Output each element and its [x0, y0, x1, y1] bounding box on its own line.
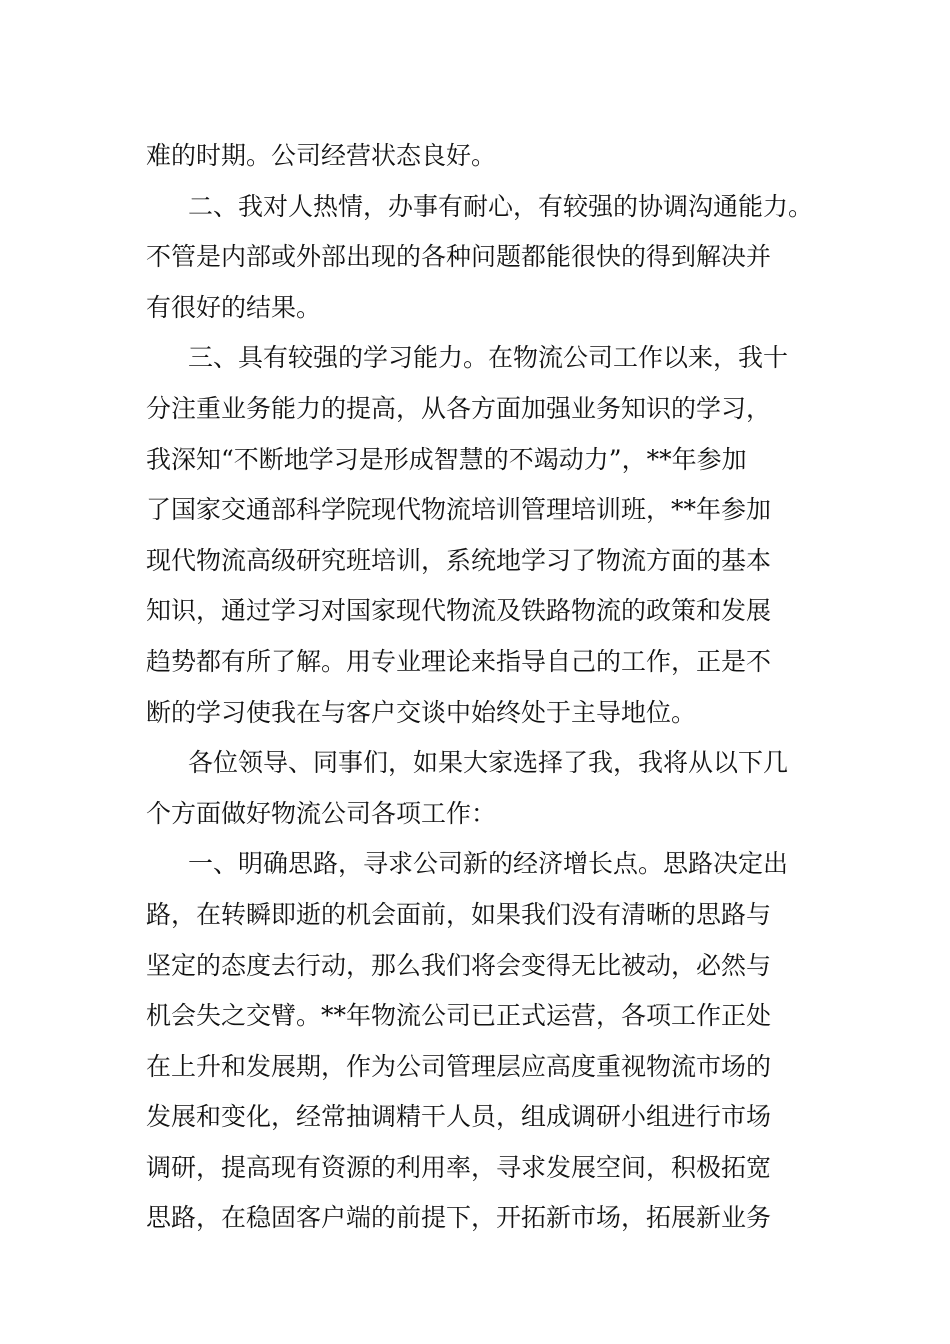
- text-line: 个方面做好物流公司各项工作：: [146, 798, 497, 828]
- text-line: 坚定的态度去行动，那么我们将会变得无比被动，必然与: [146, 950, 772, 980]
- text-line: 我深知“不断地学习是形成智慧的不竭动力”，**年参加: [146, 444, 747, 474]
- text-line: 有很好的结果。: [146, 292, 322, 322]
- text-line: 路，在转瞬即逝的机会面前，如果我们没有清晰的思路与: [146, 899, 772, 929]
- text-line: 一、明确思路，寻求公司新的经济增长点。思路决定出: [188, 849, 789, 879]
- text-line: 难的时期。公司经营状态良好。: [146, 141, 497, 170]
- text-line: 现代物流高级研究班培训，系统地学习了物流方面的基本: [146, 545, 772, 575]
- text-line: 不管是内部或外部出现的各种问题都能很快的得到解决并: [146, 242, 772, 272]
- text-line: 各位领导、同事们，如果大家选择了我，我将从以下几: [188, 748, 789, 778]
- document-body: [146, 131, 816, 1244]
- text-line: 了国家交通部科学院现代物流培训管理培训班，**年参加: [146, 495, 772, 525]
- text-line: 调研，提高现有资源的利用率，寻求发展空间，积极拓宽: [146, 1152, 772, 1182]
- text-line: 三、具有较强的学习能力。在物流公司工作以来，我十: [188, 343, 789, 373]
- text-line: 知识，通过学习对国家现代物流及铁路物流的政策和发展: [146, 596, 772, 626]
- text-line: 发展和变化，经常抽调精干人员，组成调研小组进行市场: [146, 1102, 772, 1132]
- text-line: 在上升和发展期，作为公司管理层应高度重视物流市场的: [146, 1051, 772, 1081]
- text-line: 断的学习使我在与客户交谈中始终处于主导地位。: [146, 697, 697, 727]
- text-line: 分注重业务能力的提高，从各方面加强业务知识的学习，: [146, 393, 772, 423]
- text-line: 二、我对人热情，办事有耐心，有较强的协调沟通能力。: [188, 191, 814, 221]
- text-line: 机会失之交臂。**年物流公司已正式运营，各项工作正处: [146, 1001, 772, 1031]
- text-line: 思路，在稳固客户端的前提下，开拓新市场，拓展新业务: [146, 1203, 772, 1233]
- text-line: 趋势都有所了解。用专业理论来指导自己的工作，正是不: [146, 646, 772, 676]
